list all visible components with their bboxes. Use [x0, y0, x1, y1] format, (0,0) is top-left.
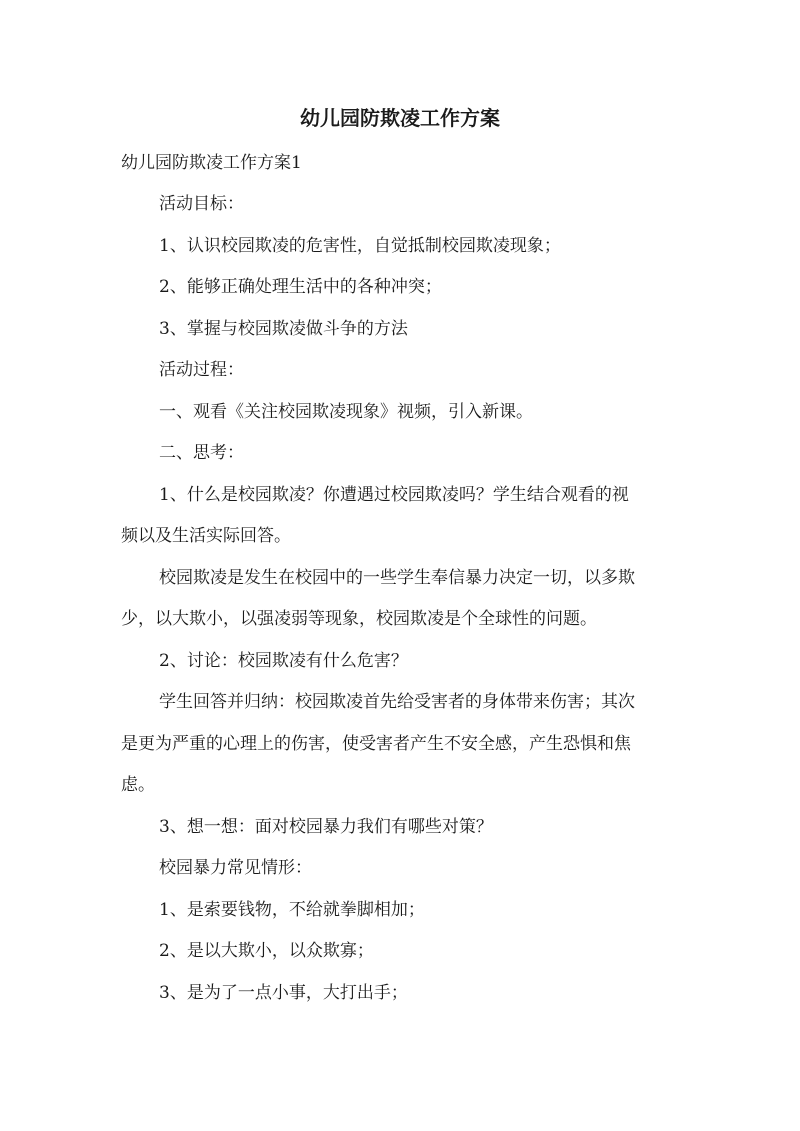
- cases-heading: 校园暴力常见情形：: [159, 858, 312, 878]
- goals-heading: 活动目标：: [159, 194, 244, 214]
- answer-line: 虑。: [121, 775, 155, 795]
- case-item: 2、是以大欺小，以众欺寡；: [159, 941, 374, 961]
- process-heading: 活动过程：: [159, 360, 244, 380]
- section-subtitle: 幼儿园防欺凌工作方案1: [121, 153, 302, 173]
- case-item: 1、是索要钱物，不给就拳脚相加；: [159, 900, 425, 920]
- case-item: 3、是为了一点小事，大打出手；: [159, 983, 408, 1003]
- document-title: 幼儿园防欺凌工作方案: [300, 106, 500, 130]
- process-step: 一、观看《关注校园欺凌现象》视频，引入新课。: [159, 402, 533, 422]
- goal-item: 3、掌握与校园欺凌做斗争的方法: [159, 319, 408, 339]
- question-line: 2、讨论：校园欺凌有什么危害？: [159, 651, 408, 671]
- question-line: 3、想一想：面对校园暴力我们有哪些对策？: [159, 817, 493, 837]
- answer-line: 是更为严重的心理上的伤害，使受害者产生不安全感，产生恐惧和焦: [121, 734, 631, 754]
- definition-line: 少，以大欺小，以强凌弱等现象，校园欺凌是个全球性的问题。: [121, 609, 597, 629]
- question-line: 1、什么是校园欺凌？你遭遇过校园欺凌吗？学生结合观看的视: [159, 485, 629, 505]
- goal-item: 2、能够正确处理生活中的各种冲突；: [159, 277, 442, 297]
- question-line: 频以及生活实际回答。: [121, 526, 291, 546]
- answer-line: 学生回答并归纳：校园欺凌首先给受害者的身体带来伤害；其次: [159, 692, 635, 712]
- process-step: 二、思考：: [159, 443, 244, 463]
- goal-item: 1、认识校园欺凌的危害性，自觉抵制校园欺凌现象；: [159, 236, 561, 256]
- definition-line: 校园欺凌是发生在校园中的一些学生奉信暴力决定一切，以多欺: [159, 568, 635, 588]
